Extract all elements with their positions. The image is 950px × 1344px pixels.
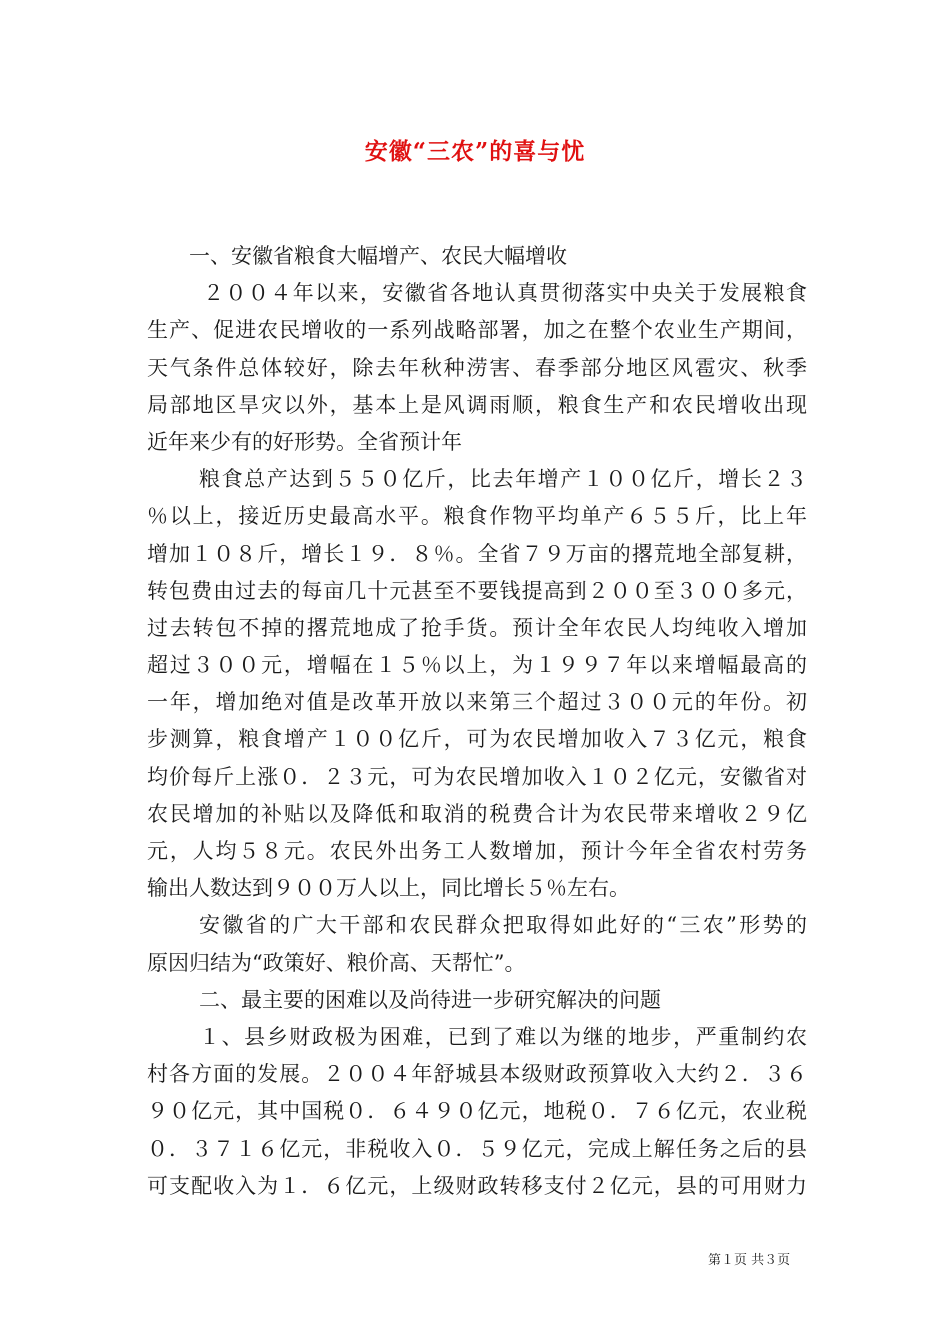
text-line: 原因归结为“政策好、粮价高、天帮忙”。 [147,950,526,975]
text-line: 局部地区旱灾以外，基本上是风调雨顺，粮食生产和农民增收出现 [147,392,807,417]
text-line: 一、安徽省粮食大幅增产、农民大幅增收 [189,244,567,268]
document-body [147,238,807,1205]
text-line: ２００４年以来，安徽省各地认真贯彻落实中央关于发展粮食 [203,281,807,306]
text-line: ９０亿元，其中国税０．６４９０亿元，地税０．７６亿元，农业税 [147,1099,807,1124]
text-line: 二、最主要的困难以及尚待进一步研究解决的问题 [199,987,661,1012]
text-line: 安徽省的广大干部和农民群众把取得如此好的“三农”形势的 [199,913,807,938]
text-line: 一年，增加绝对值是改革开放以来第三个超过３００元的年份。初 [147,690,807,715]
text-line: 转包费由过去的每亩几十元甚至不要钱提高到２００至３００多元， [147,578,807,603]
document-title: 安徽“三农”的喜与忧 [364,138,586,165]
text-line: 近年来少有的好形势。全省预计年 [147,429,462,454]
text-line: ０．３７１６亿元，非税收入０．５９亿元，完成上解任务之后的县 [147,1136,807,1161]
text-line: 过去转包不掉的撂荒地成了抢手货。预计全年农民人均纯收入增加 [147,615,807,640]
text-line: 超过３００元，增幅在１５％以上，为１９９７年以来增幅最高的 [147,653,807,678]
text-line: 农民增加的补贴以及降低和取消的税费合计为农民带来增收２９亿 [147,801,807,826]
page-number: 第１页 共３页 [708,1253,791,1268]
text-line: １、县乡财政极为困难，已到了难以为继的地步，严重制约农 [199,1024,807,1049]
text-line: 均价每斤上涨０．２３元，可为农民增加收入１０２亿元，安徽省对 [147,764,807,789]
text-line: 生产、促进农民增收的一系列战略部署，加之在整个农业生产期间， [147,318,807,343]
text-line: ％以上，接近历史最高水平。粮食作物平均单产６５５斤，比上年 [147,504,807,529]
text-line: 可支配收入为１．６亿元，上级财政转移支付２亿元，县的可用财力 [147,1173,807,1198]
text-line: 粮食总产达到５５０亿斤，比去年增产１００亿斤，增长２３ [199,467,807,492]
text-line: 输出人数达到９００万人以上，同比增长５％左右。 [147,876,630,901]
text-line: 村各方面的发展。２００４年舒城县本级财政预算收入大约２．３６ [147,1062,807,1087]
text-line: 元，人均５８元。农民外出务工人数增加，预计今年全省农村劳务 [147,839,807,863]
text-line: 步测算，粮食增产１００亿斤，可为农民增加收入７３亿元，粮食 [147,727,807,752]
text-line: 增加１０８斤，增长１９．８％。全省７９万亩的撂荒地全部复耕， [147,541,807,566]
text-line: 天气条件总体较好，除去年秋种涝害、春季部分地区风雹灾、秋季 [147,355,807,380]
